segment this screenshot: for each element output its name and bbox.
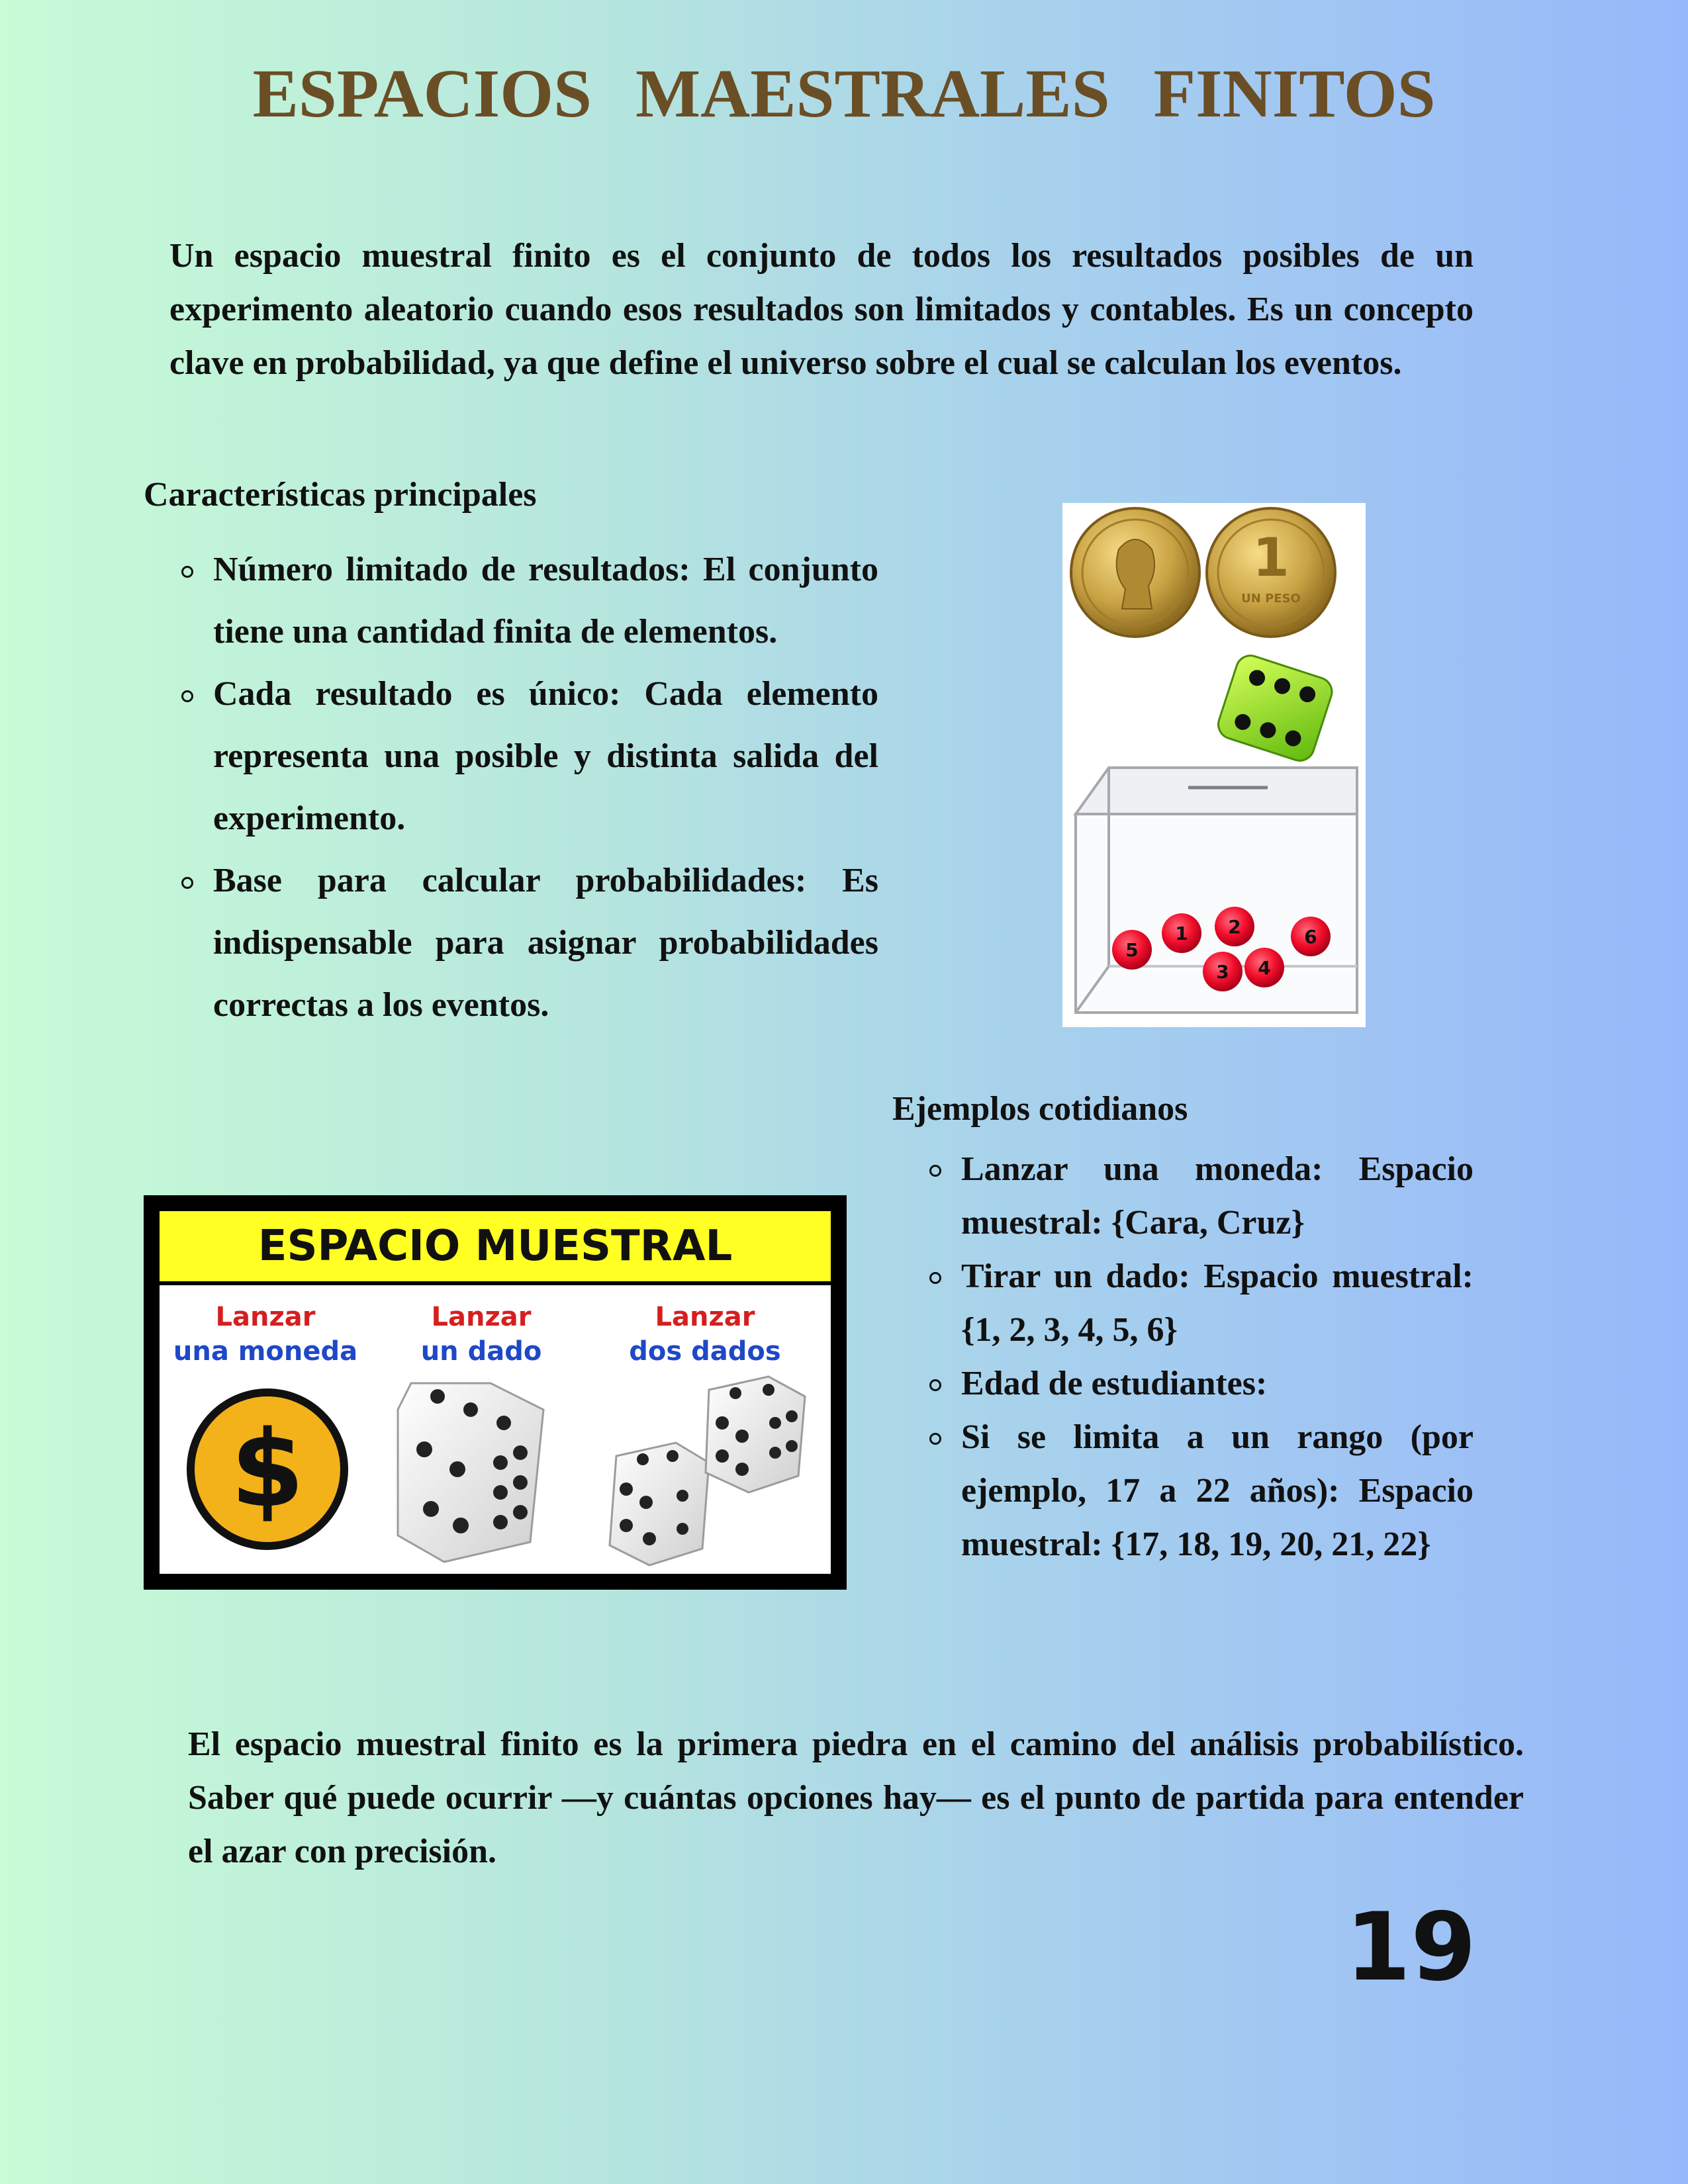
ball-label: 4 — [1258, 957, 1271, 979]
coin-tails-icon — [1207, 508, 1335, 637]
characteristics-list — [213, 539, 878, 1036]
dollar-symbol: $ — [230, 1407, 305, 1531]
green-die-icon — [1215, 652, 1336, 764]
list-item: Tirar un dado: Espacio muestral: {1, 2, 3, 4, 5, 6} — [961, 1250, 1474, 1357]
illustration-svg — [1062, 503, 1366, 1027]
conclusion-paragraph: El espacio muestral finito es la primera piedra en el camino del análisis probabilístico. Saber qué puede ocurrir —y cuántas opciones hay— es el punto de partida para entender el azar con precisión. — [188, 1725, 1524, 1870]
ball-label: 1 — [1175, 923, 1188, 944]
list-item: Edad de estudiantes: — [961, 1357, 1474, 1410]
ball-label: 6 — [1304, 926, 1317, 948]
characteristics-heading: Características principales — [144, 476, 537, 514]
ball-label: 2 — [1228, 916, 1241, 938]
list-item: Lanzar una moneda: Espacio muestral: {Cara, Cruz} — [961, 1142, 1474, 1250]
poster-banner: ESPACIO MUESTRAL — [160, 1211, 831, 1285]
poster-label-die: Lanzar un dado — [420, 1302, 542, 1367]
coin-sub-label: UN PESO — [1241, 592, 1301, 606]
bullet-icon — [929, 1433, 941, 1445]
list-item: Cada resultado es único: Cada elemento representa una posible y distinta salida del experimento. — [213, 663, 878, 850]
dollar-coin-icon — [191, 1392, 344, 1546]
poster-body — [160, 1211, 831, 1574]
poster-art — [160, 1370, 831, 1574]
bullet-icon — [181, 566, 193, 578]
coin-heads-icon — [1071, 508, 1199, 637]
poster-label-coin: Lanzar una moneda — [173, 1302, 358, 1367]
page-title: ESPACIOS MAESTRALES FINITOS — [252, 56, 1436, 132]
bullet-icon — [181, 877, 193, 889]
coins-dice-box-illustration — [1062, 503, 1366, 1027]
page-number: 19 — [1345, 1893, 1476, 2002]
ball-label: 3 — [1216, 961, 1229, 983]
intro-paragraph: Un espacio muestral finito es el conjunto de todos los resultados posibles de un experimento aleatorio cuando esos resultados son limitados y contables. Es un concepto clave en probabilidad, ya que define el universo sobre el cual se calculan los eventos. — [169, 237, 1474, 382]
examples-heading: Ejemplos cotidianos — [892, 1090, 1188, 1128]
bullet-icon — [929, 1165, 941, 1177]
two-dice-icon — [610, 1377, 805, 1565]
bullet-icon — [929, 1379, 941, 1391]
list-item: Base para calcular probabilidades: Es indispensable para asignar probabilidades correctas a los eventos. — [213, 850, 878, 1036]
poster-label-two-dice: Lanzar dos dados — [629, 1302, 781, 1367]
bullet-icon — [181, 690, 193, 702]
coin-value: 1 — [1252, 527, 1289, 588]
sample-space-poster — [144, 1195, 847, 1590]
list-item: Número limitado de resultados: El conjunto tiene una cantidad finita de elementos. — [213, 539, 878, 663]
list-item: Si se limita a un rango (por ejemplo, 17 a 22 años): Espacio muestral: {17, 18, 19, 20, 21, 22} — [961, 1410, 1474, 1571]
bullet-icon — [929, 1272, 941, 1284]
ball-label: 5 — [1125, 939, 1139, 961]
die-icon — [398, 1383, 543, 1562]
examples-list — [961, 1142, 1474, 1571]
